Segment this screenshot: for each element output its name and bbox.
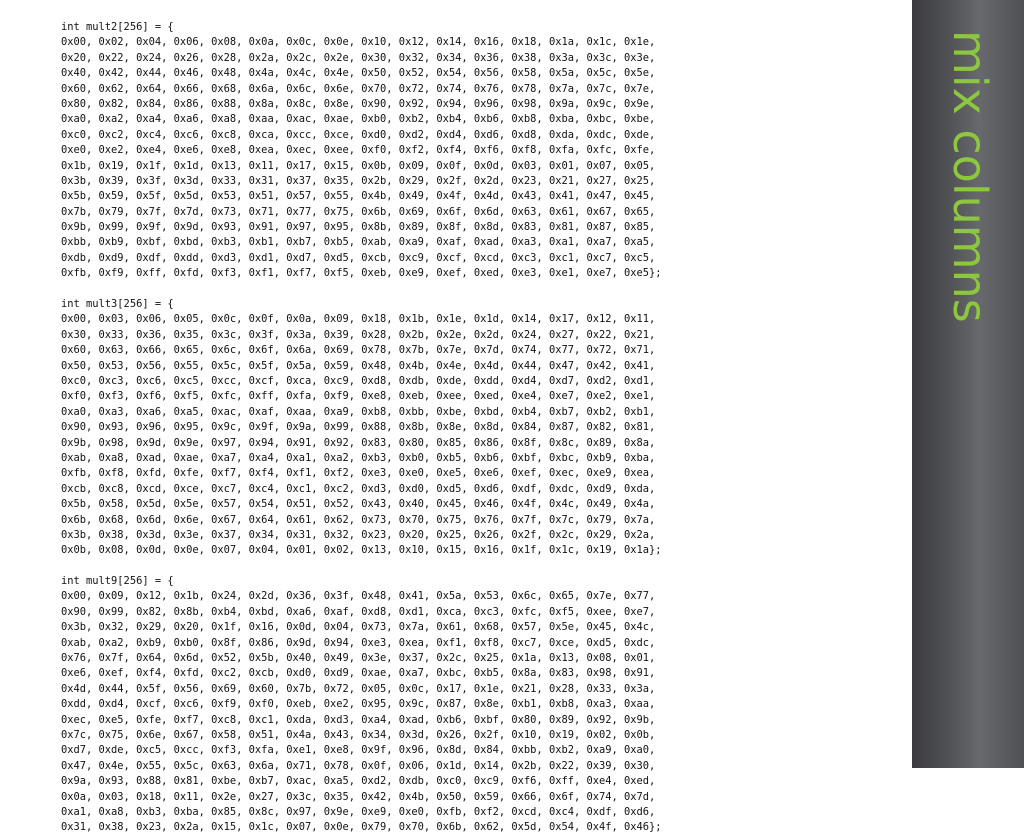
code-line: 0x80, 0x82, 0x84, 0x86, 0x88, 0x8a, 0x8c, 0x8e, 0x90, 0x92, 0x94, 0x96, 0x98, 0x9a, 0x9c, 0x9e, (61, 97, 656, 110)
code-line: 0x47, 0x4e, 0x55, 0x5c, 0x63, 0x6a, 0x71, 0x78, 0x0f, 0x06, 0x1d, 0x14, 0x2b, 0x22, 0x39, 0x30, (61, 759, 656, 772)
code-line: 0x3b, 0x32, 0x29, 0x20, 0x1f, 0x16, 0x0d, 0x04, 0x73, 0x7a, 0x61, 0x68, 0x57, 0x5e, 0x45, 0x4c, (61, 621, 656, 634)
code-line: 0xcb, 0xc8, 0xcd, 0xce, 0xc7, 0xc4, 0xc1, 0xc2, 0xd3, 0xd0, 0xd5, 0xd6, 0xdf, 0xdc, 0xd9, 0xda, (61, 482, 656, 495)
code-line: 0x31, 0x38, 0x23, 0x2a, 0x15, 0x1c, 0x07, 0x0e, 0x79, 0x70, 0x6b, 0x62, 0x5d, 0x54, 0x4f, 0x46}; (61, 821, 662, 834)
code-line: 0xa1, 0xa8, 0xb3, 0xba, 0x85, 0x8c, 0x97, 0x9e, 0xe9, 0xe0, 0xfb, 0xf2, 0xcd, 0xc4, 0xdf, 0xd6, (61, 805, 656, 818)
code-line: 0x5b, 0x59, 0x5f, 0x5d, 0x53, 0x51, 0x57, 0x55, 0x4b, 0x49, 0x4f, 0x4d, 0x43, 0x41, 0x47, 0x45, (61, 190, 656, 203)
code-line: 0xa0, 0xa3, 0xa6, 0xa5, 0xac, 0xaf, 0xaa, 0xa9, 0xb8, 0xbb, 0xbe, 0xbd, 0xb4, 0xb7, 0xb2, 0xb1, (61, 405, 656, 418)
code-line: 0xdb, 0xd9, 0xdf, 0xdd, 0xd3, 0xd1, 0xd7, 0xd5, 0xcb, 0xc9, 0xcf, 0xcd, 0xc3, 0xc1, 0xc7, 0xc5, (61, 251, 656, 264)
code-line: 0x76, 0x7f, 0x64, 0x6d, 0x52, 0x5b, 0x40, 0x49, 0x3e, 0x37, 0x2c, 0x25, 0x1a, 0x13, 0x08, 0x01, (61, 652, 656, 665)
code-line: 0xa0, 0xa2, 0xa4, 0xa6, 0xa8, 0xaa, 0xac, 0xae, 0xb0, 0xb2, 0xb4, 0xb6, 0xb8, 0xba, 0xbc, 0xbe, (61, 113, 656, 126)
slide-title: mix columns (943, 30, 997, 323)
code-line: 0x3b, 0x39, 0x3f, 0x3d, 0x33, 0x31, 0x37, 0x35, 0x2b, 0x29, 0x2f, 0x2d, 0x23, 0x21, 0x27, 0x25, (61, 174, 656, 187)
code-line: 0x60, 0x62, 0x64, 0x66, 0x68, 0x6a, 0x6c, 0x6e, 0x70, 0x72, 0x74, 0x76, 0x78, 0x7a, 0x7c, 0x7e, (61, 82, 656, 95)
code-line: 0x7b, 0x79, 0x7f, 0x7d, 0x73, 0x71, 0x77, 0x75, 0x6b, 0x69, 0x6f, 0x6d, 0x63, 0x61, 0x67, 0x65, (61, 205, 656, 218)
code-line: 0x40, 0x42, 0x44, 0x46, 0x48, 0x4a, 0x4c, 0x4e, 0x50, 0x52, 0x54, 0x56, 0x58, 0x5a, 0x5c, 0x5e, (61, 67, 656, 80)
code-line: 0xfb, 0xf9, 0xff, 0xfd, 0xf3, 0xf1, 0xf7, 0xf5, 0xeb, 0xe9, 0xef, 0xed, 0xe3, 0xe1, 0xe7, 0xe5}; (61, 267, 662, 280)
code-line: 0xab, 0xa2, 0xb9, 0xb0, 0x8f, 0x86, 0x9d, 0x94, 0xe3, 0xea, 0xf1, 0xf8, 0xc7, 0xce, 0xd5, 0xdc, (61, 636, 656, 649)
code-line: 0x20, 0x22, 0x24, 0x26, 0x28, 0x2a, 0x2c, 0x2e, 0x30, 0x32, 0x34, 0x36, 0x38, 0x3a, 0x3c, 0x3e, (61, 51, 656, 64)
code-line: 0x00, 0x09, 0x12, 0x1b, 0x24, 0x2d, 0x36, 0x3f, 0x48, 0x41, 0x5a, 0x53, 0x6c, 0x65, 0x7e, 0x77, (61, 590, 656, 603)
code-line: 0x0b, 0x08, 0x0d, 0x0e, 0x07, 0x04, 0x01, 0x02, 0x13, 0x10, 0x15, 0x16, 0x1f, 0x1c, 0x19, 0x1a}; (61, 544, 662, 557)
blank-line (61, 282, 662, 297)
code-block (61, 20, 662, 836)
code-line: 0x9a, 0x93, 0x88, 0x81, 0xbe, 0xb7, 0xac, 0xa5, 0xd2, 0xdb, 0xc0, 0xc9, 0xf6, 0xff, 0xe4, 0xed, (61, 775, 656, 788)
code-line: 0xf0, 0xf3, 0xf6, 0xf5, 0xfc, 0xff, 0xfa, 0xf9, 0xe8, 0xeb, 0xee, 0xed, 0xe4, 0xe7, 0xe2, 0xe1, (61, 390, 656, 403)
code-line: 0xe0, 0xe2, 0xe4, 0xe6, 0xe8, 0xea, 0xec, 0xee, 0xf0, 0xf2, 0xf4, 0xf6, 0xf8, 0xfa, 0xfc, 0xfe, (61, 144, 656, 157)
code-line: 0x30, 0x33, 0x36, 0x35, 0x3c, 0x3f, 0x3a, 0x39, 0x28, 0x2b, 0x2e, 0x2d, 0x24, 0x27, 0x22, 0x21, (61, 328, 656, 341)
blank-line (61, 559, 662, 574)
code-line: 0x6b, 0x68, 0x6d, 0x6e, 0x67, 0x64, 0x61, 0x62, 0x73, 0x70, 0x75, 0x76, 0x7f, 0x7c, 0x79, 0x7a, (61, 513, 656, 526)
code-line: 0xc0, 0xc2, 0xc4, 0xc6, 0xc8, 0xca, 0xcc, 0xce, 0xd0, 0xd2, 0xd4, 0xd6, 0xd8, 0xda, 0xdc, 0xde, (61, 128, 656, 141)
code-line: 0xab, 0xa8, 0xad, 0xae, 0xa7, 0xa4, 0xa1, 0xa2, 0xb3, 0xb0, 0xb5, 0xb6, 0xbf, 0xbc, 0xb9, 0xba, (61, 451, 656, 464)
code-line: 0xc0, 0xc3, 0xc6, 0xc5, 0xcc, 0xcf, 0xca, 0xc9, 0xd8, 0xdb, 0xde, 0xdd, 0xd4, 0xd7, 0xd2, 0xd1, (61, 374, 656, 387)
code-line: 0x0a, 0x03, 0x18, 0x11, 0x2e, 0x27, 0x3c, 0x35, 0x42, 0x4b, 0x50, 0x59, 0x66, 0x6f, 0x74, 0x7d, (61, 790, 656, 803)
code-line: int mult2[256] = { (61, 21, 174, 33)
code-line: 0xbb, 0xb9, 0xbf, 0xbd, 0xb3, 0xb1, 0xb7, 0xb5, 0xab, 0xa9, 0xaf, 0xad, 0xa3, 0xa1, 0xa7, 0xa5, (61, 236, 656, 249)
code-line: 0x9b, 0x98, 0x9d, 0x9e, 0x97, 0x94, 0x91, 0x92, 0x83, 0x80, 0x85, 0x86, 0x8f, 0x8c, 0x89, 0x8a, (61, 436, 656, 449)
code-line: 0x90, 0x93, 0x96, 0x95, 0x9c, 0x9f, 0x9a, 0x99, 0x88, 0x8b, 0x8e, 0x8d, 0x84, 0x87, 0x82, 0x81, (61, 421, 656, 434)
code-line: int mult9[256] = { (61, 575, 174, 588)
code-line: 0xfb, 0xf8, 0xfd, 0xfe, 0xf7, 0xf4, 0xf1, 0xf2, 0xe3, 0xe0, 0xe5, 0xe6, 0xef, 0xec, 0xe9, 0xea, (61, 467, 656, 480)
code-line: 0xd7, 0xde, 0xc5, 0xcc, 0xf3, 0xfa, 0xe1, 0xe8, 0x9f, 0x96, 0x8d, 0x84, 0xbb, 0xb2, 0xa9, 0xa0, (61, 744, 656, 757)
code-line: 0xdd, 0xd4, 0xcf, 0xc6, 0xf9, 0xf0, 0xeb, 0xe2, 0x95, 0x9c, 0x87, 0x8e, 0xb1, 0xb8, 0xa3, 0xaa, (61, 698, 656, 711)
code-line: 0x9b, 0x99, 0x9f, 0x9d, 0x93, 0x91, 0x97, 0x95, 0x8b, 0x89, 0x8f, 0x8d, 0x83, 0x81, 0x87, 0x85, (61, 221, 656, 234)
code-line: 0x3b, 0x38, 0x3d, 0x3e, 0x37, 0x34, 0x31, 0x32, 0x23, 0x20, 0x25, 0x26, 0x2f, 0x2c, 0x29, 0x2a, (61, 528, 656, 541)
code-line: 0x60, 0x63, 0x66, 0x65, 0x6c, 0x6f, 0x6a, 0x69, 0x78, 0x7b, 0x7e, 0x7d, 0x74, 0x77, 0x72, 0x71, (61, 344, 656, 357)
code-line: 0x4d, 0x44, 0x5f, 0x56, 0x69, 0x60, 0x7b, 0x72, 0x05, 0x0c, 0x17, 0x1e, 0x21, 0x28, 0x33, 0x3a, (61, 682, 656, 695)
code-line: int mult3[256] = { (61, 298, 174, 311)
code-line: 0x50, 0x53, 0x56, 0x55, 0x5c, 0x5f, 0x5a, 0x59, 0x48, 0x4b, 0x4e, 0x4d, 0x44, 0x47, 0x42, 0x41, (61, 359, 656, 372)
code-line: 0x90, 0x99, 0x82, 0x8b, 0xb4, 0xbd, 0xa6, 0xaf, 0xd8, 0xd1, 0xca, 0xc3, 0xfc, 0xf5, 0xee, 0xe7, (61, 605, 656, 618)
code-line: 0x00, 0x03, 0x06, 0x05, 0x0c, 0x0f, 0x0a, 0x09, 0x18, 0x1b, 0x1e, 0x1d, 0x14, 0x17, 0x12, 0x11, (61, 313, 656, 326)
code-line: 0xe6, 0xef, 0xf4, 0xfd, 0xc2, 0xcb, 0xd0, 0xd9, 0xae, 0xa7, 0xbc, 0xb5, 0x8a, 0x83, 0x98, 0x91, (61, 667, 656, 680)
code-line: 0x1b, 0x19, 0x1f, 0x1d, 0x13, 0x11, 0x17, 0x15, 0x0b, 0x09, 0x0f, 0x0d, 0x03, 0x01, 0x07, 0x05, (61, 159, 656, 172)
code-line: 0x7c, 0x75, 0x6e, 0x67, 0x58, 0x51, 0x4a, 0x43, 0x34, 0x3d, 0x26, 0x2f, 0x10, 0x19, 0x02, 0x0b, (61, 728, 656, 741)
code-line: 0x5b, 0x58, 0x5d, 0x5e, 0x57, 0x54, 0x51, 0x52, 0x43, 0x40, 0x45, 0x46, 0x4f, 0x4c, 0x49, 0x4a, (61, 498, 656, 511)
code-line: 0xec, 0xe5, 0xfe, 0xf7, 0xc8, 0xc1, 0xda, 0xd3, 0xa4, 0xad, 0xb6, 0xbf, 0x80, 0x89, 0x92, 0x9b, (61, 713, 656, 726)
code-line: 0x00, 0x02, 0x04, 0x06, 0x08, 0x0a, 0x0c, 0x0e, 0x10, 0x12, 0x14, 0x16, 0x18, 0x1a, 0x1c, 0x1e, (61, 36, 656, 49)
